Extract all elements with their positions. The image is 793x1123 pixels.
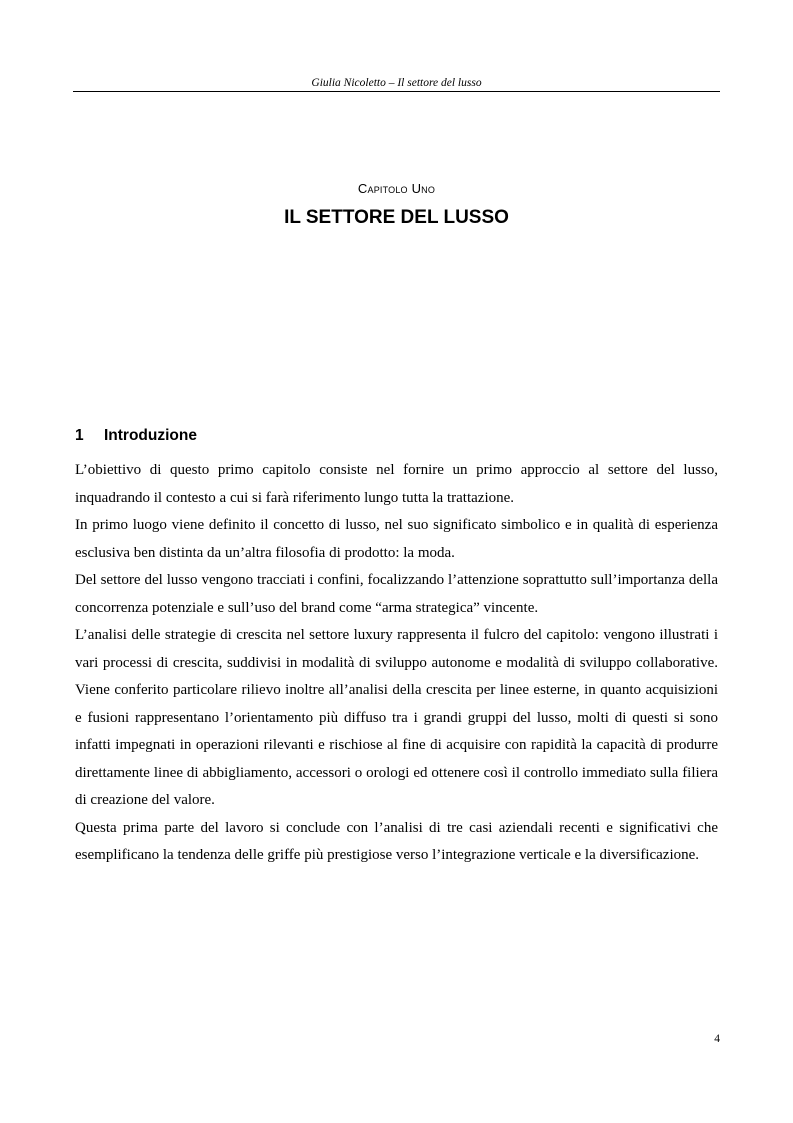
chapter-title: IL SETTORE DEL LUSSO bbox=[284, 207, 509, 228]
body-text bbox=[75, 457, 718, 870]
page-number: 4 bbox=[714, 1033, 720, 1045]
section-number: 1 bbox=[75, 427, 84, 444]
chapter-label: Capitolo Uno bbox=[357, 181, 436, 196]
header-rule bbox=[73, 91, 720, 92]
section-title: Introduzione bbox=[104, 427, 197, 444]
paragraph: L’analisi delle strategie di crescita nel settore luxury rappresenta il fulcro del capitolo: vengono illustrati i vari processi di crescita, suddivisi in modalità di sviluppo autonome e modalità di sviluppo collaborative. Viene conferito particolare rilievo inoltre all’analisi della crescita per linee esterne, in quanto acquisizioni e fusioni rappresentano l’orientamento più diffuso tra i grandi gruppi del lusso, molti di questi si sono infatti impegnati in operazioni rilevanti e rischiose al fine di acquisire con rapidità la capacità di produrre direttamente linee di abbigliamento, accessori o orologi ed ottenere così il controllo immediato sulla filiera di creazione del valore. bbox=[75, 627, 718, 808]
section-heading bbox=[75, 426, 197, 446]
paragraph: In primo luogo viene definito il concetto di lusso, nel suo significato simbolico e in qualità di esperienza esclusiva ben distinta da un’altra filosofia di prodotto: la moda. bbox=[75, 517, 718, 561]
paragraph: L’obiettivo di questo primo capitolo consiste nel fornire un primo approccio al settore del lusso, inquadrando il contesto a cui si farà riferimento lungo tutta la trattazione. bbox=[75, 462, 718, 506]
paragraph: Questa prima parte del lavoro si conclude con l’analisi di tre casi aziendali recenti e significativi che esemplificano la tendenza delle griffe più prestigiose verso l’integrazione verticale e la diversificazione. bbox=[75, 819, 718, 863]
running-header: Giulia Nicoletto – Il settore del lusso bbox=[311, 77, 482, 89]
paragraph: Del settore del lusso vengono tracciati i confini, focalizzando l’attenzione soprattutto sull’importanza della concorrenza potenziale e sull’uso del brand come “arma strategica” vincente. bbox=[75, 572, 718, 616]
